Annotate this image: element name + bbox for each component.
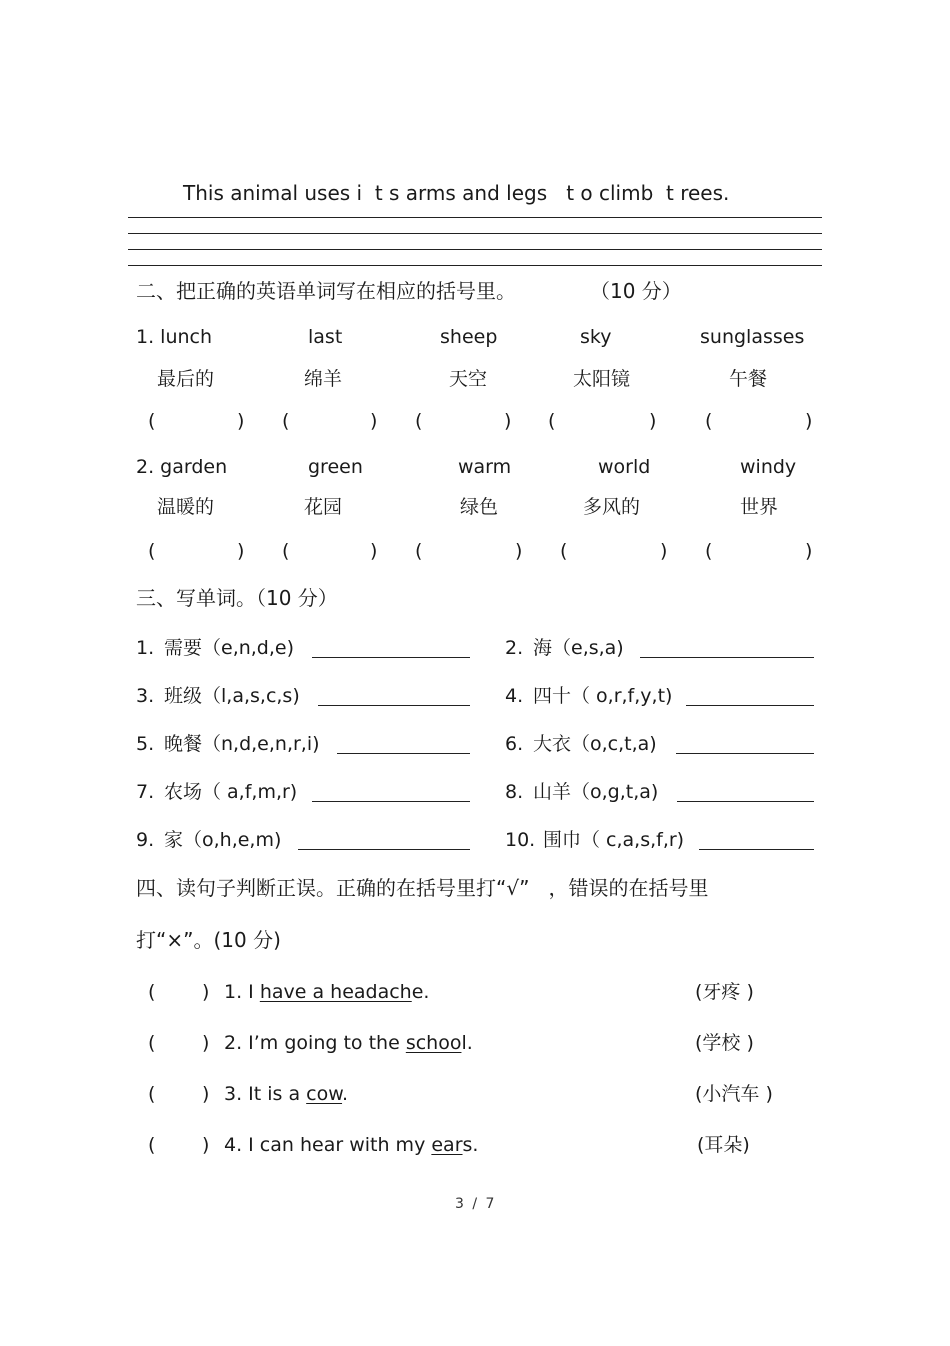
item-number: 1. bbox=[136, 637, 155, 659]
bracket-open: ( bbox=[415, 540, 423, 562]
hint: (牙疼 ) bbox=[695, 981, 754, 1003]
meaning: 绿色 bbox=[460, 496, 499, 518]
paren-close: ) bbox=[202, 1134, 210, 1156]
item-prompt: 大衣（o,c,t,a) bbox=[533, 733, 657, 755]
item-number: 9. bbox=[136, 829, 155, 851]
bracket-open: ( bbox=[148, 540, 156, 562]
word: 2. garden bbox=[136, 456, 228, 478]
meaning: 最后的 bbox=[157, 368, 215, 390]
word: last bbox=[308, 326, 343, 348]
hint: (耳朵) bbox=[697, 1134, 750, 1156]
item-number: 6. bbox=[505, 733, 524, 755]
bracket-open: ( bbox=[560, 540, 568, 562]
meaning: 绵羊 bbox=[304, 368, 343, 390]
answer-blank bbox=[676, 753, 814, 754]
paren-open: ( bbox=[148, 981, 156, 1003]
item-prompt: 四十（ o,r,f,y,t) bbox=[533, 685, 673, 707]
answer-blank bbox=[318, 705, 470, 706]
item-prompt: 山羊（o,g,t,a) bbox=[533, 781, 659, 803]
item-number: 3. bbox=[136, 685, 155, 707]
bracket-open: ( bbox=[415, 410, 423, 432]
meaning: 太阳镜 bbox=[573, 368, 631, 390]
section2-score: （10 分） bbox=[590, 279, 682, 303]
answer-blank bbox=[298, 849, 470, 850]
item-prompt: 围巾（ c,a,s,f,r) bbox=[543, 829, 685, 851]
top-sentence: This animal uses i t s arms and legs t o climb t rees. bbox=[183, 181, 730, 205]
writing-line bbox=[128, 265, 822, 266]
paren-open: ( bbox=[148, 1134, 156, 1156]
bracket-close: ) bbox=[237, 540, 245, 562]
answer-blank bbox=[677, 801, 814, 802]
judgment-sentence: 2. I’m going to the school. bbox=[224, 1032, 473, 1054]
item-number: 10. bbox=[505, 829, 536, 851]
word: warm bbox=[458, 456, 512, 478]
item-prompt: 农场（ a,f,m,r) bbox=[164, 781, 298, 803]
meaning: 世界 bbox=[740, 496, 779, 518]
item-number: 5. bbox=[136, 733, 155, 755]
answer-blank bbox=[699, 849, 814, 850]
bracket-close: ) bbox=[504, 410, 512, 432]
section4-heading: 四、读句子判断正误。正确的在括号里打“√” ，错误的在括号里 bbox=[136, 876, 709, 900]
writing-line bbox=[128, 233, 822, 234]
hint: (小汽车 ) bbox=[695, 1083, 773, 1105]
item-prompt: 需要（e,n,d,e) bbox=[164, 637, 295, 659]
writing-line bbox=[128, 217, 822, 218]
word: world bbox=[598, 456, 651, 478]
item-number: 7. bbox=[136, 781, 155, 803]
page-number: 3 / 7 bbox=[455, 1196, 497, 1212]
paren-close: ) bbox=[202, 981, 210, 1003]
bracket-open: ( bbox=[548, 410, 556, 432]
paren-close: ) bbox=[202, 1083, 210, 1105]
section2-heading: 二、把正确的英语单词写在相应的括号里。 bbox=[136, 279, 516, 303]
answer-blank bbox=[640, 657, 814, 658]
meaning: 温暖的 bbox=[157, 496, 215, 518]
judgment-sentence: 4. I can hear with my ears. bbox=[224, 1134, 479, 1156]
answer-blank bbox=[686, 705, 814, 706]
word: windy bbox=[740, 456, 797, 478]
paren-open: ( bbox=[148, 1083, 156, 1105]
bracket-close: ) bbox=[370, 410, 378, 432]
meaning: 天空 bbox=[449, 368, 488, 390]
writing-line bbox=[128, 249, 822, 250]
item-number: 2. bbox=[505, 637, 524, 659]
answer-blank bbox=[312, 657, 470, 658]
bracket-close: ) bbox=[805, 540, 813, 562]
bracket-open: ( bbox=[282, 540, 290, 562]
word: sunglasses bbox=[700, 326, 805, 348]
bracket-close: ) bbox=[649, 410, 657, 432]
bracket-close: ) bbox=[237, 410, 245, 432]
item-prompt: 晚餐（n,d,e,n,r,i) bbox=[164, 733, 320, 755]
bracket-close: ) bbox=[805, 410, 813, 432]
judgment-sentence: 1. I have a headache. bbox=[224, 981, 430, 1003]
paren-open: ( bbox=[148, 1032, 156, 1054]
item-number: 4. bbox=[505, 685, 524, 707]
judgment-sentence: 3. It is a cow. bbox=[224, 1083, 349, 1105]
word: green bbox=[308, 456, 363, 478]
item-number: 8. bbox=[505, 781, 524, 803]
bracket-close: ) bbox=[515, 540, 523, 562]
bracket-open: ( bbox=[282, 410, 290, 432]
bracket-open: ( bbox=[148, 410, 156, 432]
word: sheep bbox=[440, 326, 498, 348]
meaning: 多风的 bbox=[583, 496, 641, 518]
hint: (学校 ) bbox=[695, 1032, 754, 1054]
item-prompt: 班级（l,a,s,c,s) bbox=[164, 685, 300, 707]
section4-heading-cont: 打“×”。(10 分) bbox=[136, 928, 281, 952]
answer-blank bbox=[337, 753, 470, 754]
paren-close: ) bbox=[202, 1032, 210, 1054]
bracket-open: ( bbox=[705, 540, 713, 562]
word: 1. lunch bbox=[136, 326, 213, 348]
section3-heading: 三、写单词。（10 分） bbox=[136, 586, 338, 610]
item-prompt: 家（o,h,e,m) bbox=[164, 829, 282, 851]
word: sky bbox=[580, 326, 612, 348]
bracket-open: ( bbox=[705, 410, 713, 432]
meaning: 花园 bbox=[304, 496, 343, 518]
meaning: 午餐 bbox=[729, 368, 768, 390]
answer-blank bbox=[312, 801, 470, 802]
bracket-close: ) bbox=[370, 540, 378, 562]
bracket-close: ) bbox=[660, 540, 668, 562]
item-prompt: 海（e,s,a) bbox=[533, 637, 624, 659]
